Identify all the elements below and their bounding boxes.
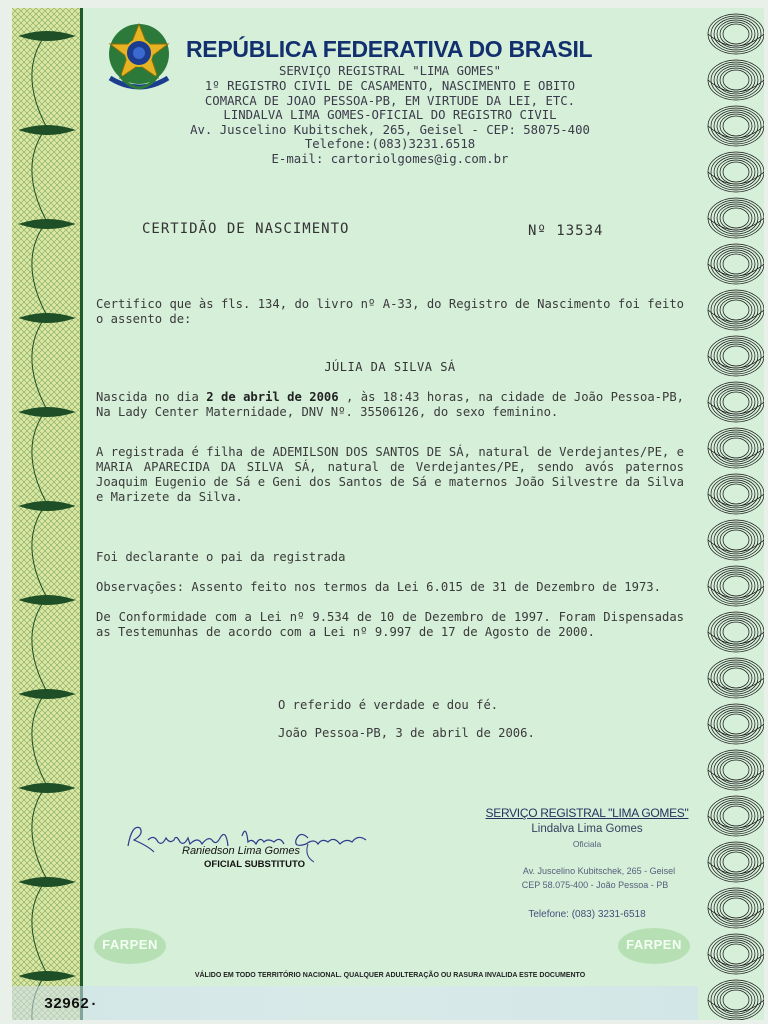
serial-number: 32962· [44, 996, 99, 1013]
registry-phone: Telefone:(083)3231.6518 [304, 137, 476, 151]
place-and-date: João Pessoa-PB, 3 de abril de 2006. [278, 726, 535, 740]
birth-details: , às 18:43 horas, na cidade de João Pessoa-PB, Na Lady Center Maternidade, DNV Nº. 35506126, do sexo feminino. [96, 390, 685, 419]
farpen-watermark-right [616, 926, 692, 966]
registry-name: SERVIÇO REGISTRAL "LIMA GOMES" [278, 64, 502, 78]
conformity-paragraph: De Conformidade com a Lei nº 9.534 de 10 de Dezembro de 1997. Foram Dispensadas as Testemunhas de acordo com a Lei nº 9.997 de 17 de Agosto de 2000. [96, 610, 684, 639]
stamp-office: SERVIÇO REGISTRAL "LIMA GOMES" [485, 806, 689, 820]
intro-paragraph: Certifico que às fls. 134, do livro nº A-33, do Registro de Nascimento foi feito o assento de: [96, 297, 684, 326]
declarant-line: Foi declarante o pai da registrada [96, 550, 346, 564]
stamp-officer: Lindalva Lima Gomes [531, 823, 643, 835]
certificate-number: Nº 13534 [528, 223, 604, 239]
registry-address: Av. Juscelino Kubitschek, 265, Geisel - CEP: 58075-400 [190, 123, 590, 137]
farpen-text-left: FARPEN [102, 937, 158, 952]
validity-notice: VÁLIDO EM TODO TERRITÓRIO NACIONAL. QUALQUER ADULTERAÇÃO OU RASURA INVALIDA ESTE DOCUMENTO [194, 972, 586, 979]
security-band [12, 986, 698, 1020]
registry-type: 1º REGISTRO CIVIL DE CASAMENTO, NASCIMENTO E OBITO [204, 79, 576, 93]
signer-name: Raniedson Lima Gomes [182, 845, 301, 857]
farpen-watermark-left [92, 926, 168, 966]
birth-prefix: Nascida no dia [96, 390, 199, 404]
parents-paragraph: A registrada é filha de ADEMILSON DOS SANTOS DE SÁ, natural de Verdejantes/PE, e MARIA APARECIDA DA SILVA SÁ, natural de Verdejantes/PE, sendo avós paternos Joaquim Eugenio de Sá e Geni dos Santos de Sá e maternos João Silvestre da Silva e Marizete da Silva. [96, 445, 684, 504]
observations-paragraph: Observações: Assento feito nos termos da Lei 6.015 de 31 de Dezembro de 1973. [96, 580, 661, 594]
stamp-address: Av. Juscelino Kubitschek, 265 - Geisel [522, 866, 676, 876]
certificate-paper [12, 8, 764, 1020]
certificate-content [82, 8, 698, 1020]
birth-paragraph [96, 390, 684, 420]
farpen-text-right: FARPEN [626, 937, 682, 952]
left-guilloche-border [12, 8, 82, 1020]
registry-officer: LINDALVA LIMA GOMES-OFICIAL DO REGISTRO CIVIL [223, 108, 557, 122]
registry-email: E-mail: cartoriolgomes@ig.com.br [271, 152, 509, 166]
certificate-title: CERTIDÃO DE NASCIMENTO [142, 221, 350, 237]
birth-date: 2 de abril de 2006 [206, 390, 339, 404]
truth-statement: O referido é verdade e dou fé. [278, 698, 499, 712]
republic-title: REPÚBLICA FEDERATIVA DO BRASIL [186, 36, 593, 62]
stamp-officer-role: Oficiala [572, 839, 602, 849]
stamp-cep: CEP 58.075-400 - João Pessoa - PB [521, 880, 669, 890]
signer-role: OFICIAL SUBSTITUTO [204, 859, 305, 870]
registry-jurisdiction: COMARCA DE JOAO PESSOA-PB, EM VIRTUDE DA LEI, ETC. [204, 94, 576, 108]
registered-name: JÚLIA DA SILVA SÁ [324, 360, 456, 374]
stamp-phone: Telefone: (083) 3231-6518 [528, 909, 646, 920]
